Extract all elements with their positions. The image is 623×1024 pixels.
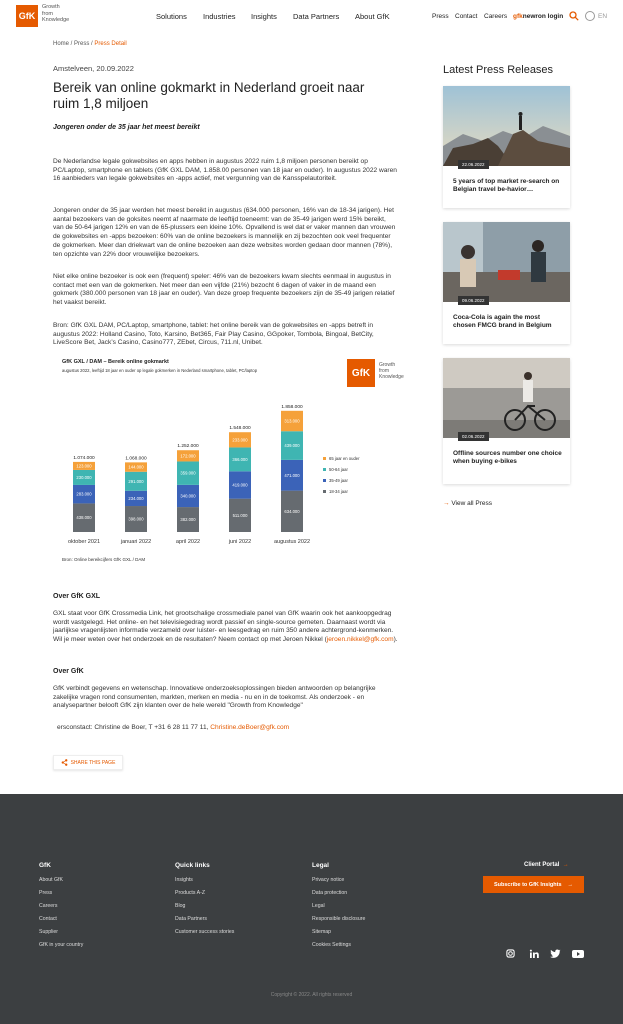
data-label: 172.000 [180, 453, 196, 459]
gfk-logo[interactable] [16, 5, 38, 27]
data-label: 511.000 [232, 512, 248, 518]
footer-link[interactable]: Legal [312, 903, 325, 909]
data-label: 471.000 [284, 472, 300, 478]
reach-chart [55, 356, 415, 571]
legend-label: 35-49 jaar [329, 478, 348, 483]
legend-swatch [323, 479, 326, 482]
site-footer [0, 794, 623, 1024]
footer-link[interactable]: Press [39, 890, 53, 896]
total-label: 1.548.000 [229, 426, 251, 432]
article-paragraph [53, 610, 398, 645]
view-all-press-link[interactable] [443, 500, 492, 507]
breadcrumb [53, 41, 127, 47]
legend-swatch [323, 490, 326, 493]
total-label: 1.068.000 [125, 456, 147, 462]
footer-link[interactable]: Privacy notice [312, 877, 345, 883]
article-paragraph: Niet elke online bezoeker is ook een (frequent) speler: 46% van de bezoekers kwam slechts eenmaal in augustus in contact met een van de gokmerken. Net meer dan een vijfde (21%) bezocht 6 dagen of vaker in de maand een gokmerk (380.000 personen van 18 jaar en ouder). Van deze groep frequente bezoekers zijn de 35-49 jarigen relatief het vaakst bereikt. [53, 273, 395, 307]
logo-tagline [42, 4, 82, 24]
share-icon [61, 759, 68, 766]
arrow-right-icon: → [567, 881, 574, 888]
breadcrumb-home[interactable]: Home [53, 41, 70, 47]
footer-link[interactable]: Blog [175, 903, 186, 909]
data-label: 419.000 [232, 482, 248, 488]
login-text: newron login [522, 13, 564, 20]
breadcrumb-separator: / [89, 41, 95, 47]
tagline-line: from [379, 368, 389, 374]
view-all-label: View all Press [451, 500, 493, 507]
legend-label: 65 jaar en ouder [329, 456, 360, 461]
card-image-mountain [443, 86, 570, 166]
logo-text: GfK [18, 11, 36, 21]
press-card[interactable] [443, 222, 570, 344]
press-contact [57, 724, 402, 733]
tagline-line: Growth [42, 4, 60, 10]
login-brand: gfk [513, 13, 523, 20]
share-button[interactable] [53, 755, 123, 770]
data-label: 144.000 [128, 464, 144, 470]
data-label: 438.000 [76, 515, 92, 521]
footer-heading-legal: Legal [312, 862, 329, 869]
email-link-jeroen[interactable]: jeroen.nikkel@gfk.com [326, 636, 394, 644]
footer-link[interactable]: Customer success stories [175, 929, 235, 935]
sidebar-heading: Latest Press Releases [443, 64, 554, 76]
client-portal-link[interactable] [524, 862, 569, 868]
chart-subtitle: augustus 2022, leeftijd 18 jaar en ouder op legale gokmerken in Nederland smartphone, tablet, PC/laptop [62, 368, 258, 373]
footer-link[interactable]: Products A-Z [175, 890, 205, 896]
article-subtitle: Jongeren onder de 35 jaar het meest bereikt [53, 124, 200, 131]
data-label: 359.000 [180, 470, 196, 476]
paragraph-text: ). [393, 636, 398, 644]
chart-title: GfK GXL / DAM – Bereik online gokmarkt [62, 359, 169, 365]
util-careers-link[interactable]: Careers [484, 13, 508, 20]
data-label: 398.000 [128, 516, 144, 522]
nav-industries[interactable]: Industries [203, 12, 236, 21]
data-label: 283.000 [76, 491, 92, 497]
arrow-right-icon: → [562, 862, 569, 868]
tagline-line: Growth [379, 362, 396, 368]
footer-link[interactable]: Cookies Settings [312, 942, 351, 948]
legend-label: 50-64 jaar [329, 467, 348, 472]
footer-link[interactable]: Supplier [39, 929, 59, 935]
tagline-line: Knowledge [42, 17, 70, 23]
heading-over-gfk: Over GfK [53, 668, 84, 675]
footer-heading-quick-links: Quick links [175, 862, 210, 869]
footer-link[interactable]: Insights [175, 877, 193, 883]
article-paragraph: De Nederlandse legale gokwebsites en apps hebben in augustus 2022 ruim 1,8 miljoen personen bereikt op PC/Laptop, smartphone en tablets (GfK GXL DAM, 1.858.00 personen van 18 jaar en ouder). In augustus 2022 waren 16 aanbieders van legale gokwebsites en -apps actief, met vergunning van de Kansspelautoriteit. [53, 158, 397, 183]
chart-logo-text: GfK [351, 367, 371, 379]
data-label: 366.000 [232, 456, 248, 462]
total-label: 1.252.000 [177, 444, 199, 450]
instagram-icon[interactable] [506, 949, 515, 958]
tagline-line: from [42, 10, 53, 17]
data-label: 634.000 [284, 508, 300, 514]
card-date-badge: 09.06.2022 [458, 296, 489, 305]
chart-plot [55, 356, 415, 556]
copyright-text: Copyright © 2022. All rights reserved [270, 992, 353, 998]
data-label: 439.000 [284, 443, 300, 449]
footer-link[interactable]: Responsible disclosure [312, 916, 366, 922]
article-title: Bereik van online gokmarkt in Nederland groeit naar ruim 1,8 miljoen [53, 80, 365, 111]
nav-data-partners[interactable]: Data Partners [293, 12, 340, 21]
contact-text: ersconstact: Christine de Boer, T +31 6 28 11 77 11, [57, 724, 211, 731]
category-label: juni 2022 [228, 539, 252, 545]
total-label: 1.858.000 [281, 404, 303, 410]
nav-insights[interactable]: Insights [251, 12, 277, 21]
category-label: april 2022 [175, 539, 201, 545]
card-image-ebike [443, 358, 570, 438]
category-label: oktober 2021 [67, 539, 101, 545]
breadcrumb-current: Press Detail [94, 41, 127, 47]
linkedin-icon[interactable] [529, 949, 539, 959]
article-paragraph: Bron: GfK GXL DAM, PC/Laptop, smartphone, tablet: het online bereik van de gokwebsites en -apps betreft in augustus 2022: Holland Casino, Toto, Karsino, Bet365, Fair Play Casino, GGpoker, Tombola, Bingoal, BetCity, LiveScore Bet, Jack’s Casino, Casino777, ZEbet, Circus, 711.nl, Unibet. [53, 322, 374, 347]
legend-swatch [323, 468, 326, 471]
gfknewron-login-link[interactable] [513, 13, 563, 20]
youtube-icon[interactable] [572, 949, 584, 959]
data-label: 233.000 [232, 437, 248, 443]
nav-solutions[interactable]: Solutions [156, 12, 187, 21]
category-label: augustus 2022 [273, 539, 311, 545]
footer-link[interactable]: Contact [39, 916, 57, 922]
util-contact-link[interactable]: Contact [455, 13, 478, 20]
card-title[interactable]: Offline sources number one choice when buying e-bikes [453, 450, 562, 465]
press-card[interactable] [443, 86, 570, 208]
footer-link[interactable]: About GfK [39, 877, 63, 883]
card-image-terrace [443, 222, 570, 302]
email-link-christine[interactable]: Christine.deBoer@gfk.com [210, 724, 290, 731]
breadcrumb-separator: / [69, 41, 75, 47]
press-card[interactable] [443, 358, 570, 484]
data-label: 234.000 [128, 495, 144, 501]
subscribe-button[interactable] [483, 876, 584, 893]
data-label: 382.000 [180, 517, 196, 523]
footer-link[interactable]: GfK in your country [39, 942, 84, 948]
arrow-right-icon: → [443, 500, 450, 507]
legend-label: 18-34 jaar [329, 489, 348, 494]
footer-link[interactable]: Sitemap [312, 929, 332, 935]
card-date-badge: 02.06.2022 [458, 432, 489, 441]
site-header [0, 0, 623, 36]
category-label: januari 2022 [120, 539, 152, 545]
footer-heading-gfk: GfK [39, 862, 51, 869]
breadcrumb-press[interactable]: Press [74, 41, 90, 47]
article-paragraph: Jongeren onder de 35 jaar werden het meest bereikt in augustus (634.000 personen, 16% van de 18-34 jarigen). Het aantal bezoekers van de goksites neemt af naarmate de leeftijd toeneemt: van de 35-49 jarigen werd 15% bereikt, van de 50-64 jarigen 12% en van de 65-plussers een kleine 10%. Opvallend is wel dat er vaker mannen dan vrouwen de gokwebsites en -apps bezoeken: 60% van de online bezoekers is mannelijk en zij bezochten ook veel frequenter de gokmerken. Meer dan driekwart van de online bezoeken aan deze websites worden gedaan door mannen (78%), ten opzichte van 22% door vrouwelijke bezoekers. [53, 207, 396, 258]
client-portal-label: Client Portal [524, 862, 560, 868]
globe-icon[interactable] [585, 11, 595, 21]
article-paragraph: GfK verbindt gegevens en wetenschap. Innovatieve onderzoeksoplossingen bieden antwoorden op belangrijke zakelijke vragen rond consumenten, markten, merken en media - nu en in de toekomst. Als onderzoek - en analysepartner belooft GfK zijn klanten over de hele wereld "Growth from Knowledge" [53, 685, 376, 710]
footer-link[interactable]: Data Partners [175, 916, 208, 922]
chart-source: Bron: Online bereikcijfers GfK GXL / DAM [62, 557, 146, 562]
share-label: SHARE THIS PAGE [70, 759, 116, 766]
subscribe-label: Subscribe to GfK Insights [493, 881, 562, 888]
nav-about-gfk[interactable]: About GfK [355, 12, 390, 21]
heading-over-gfk-gxl: Over GfK GXL [53, 593, 101, 600]
paragraph-text: GXL staat voor GfK Crossmedia Link, het grootschalige crossmediale panel van GfK waarin ook het aankoopgedrag wordt vastgelegd. Het online- en het televisiegedrag wordt passief en single-source gemeten. Daarnaast wordt via jaarlijkse vragenlijsten informatie verzameld over luister- en leesgedrag en ruim 350 andere achtergrond-kenmerken. Wil je meer weten over het onderzoek en de resultaten? Neem contact op met Jeroen Nikkel ( [53, 610, 394, 644]
footer-link[interactable]: Careers [39, 903, 58, 909]
article-date: Amstelveen, 20.09.2022 [53, 64, 134, 73]
language-selector[interactable]: EN [598, 13, 608, 20]
search-icon[interactable] [569, 11, 579, 21]
data-label: 123.000 [76, 463, 92, 469]
card-date-badge: 22.06.2022 [458, 160, 489, 169]
data-label: 313.000 [284, 418, 300, 424]
card-title[interactable]: Coca-Cola is again the most chosen FMCG brand in Belgium [453, 314, 552, 329]
footer-link[interactable]: Data protection [312, 890, 348, 896]
total-label: 1.074.000 [73, 455, 95, 461]
twitter-icon[interactable] [550, 949, 561, 959]
data-label: 291.000 [128, 478, 144, 484]
util-press-link[interactable]: Press [432, 13, 449, 20]
data-label: 230.000 [76, 474, 92, 480]
data-label: 340.000 [180, 493, 196, 499]
card-title[interactable]: 5 years of top market re-search on Belgian travel be-havior… [453, 178, 560, 193]
tagline-line: Knowledge [379, 374, 404, 380]
legend-swatch [323, 457, 326, 460]
